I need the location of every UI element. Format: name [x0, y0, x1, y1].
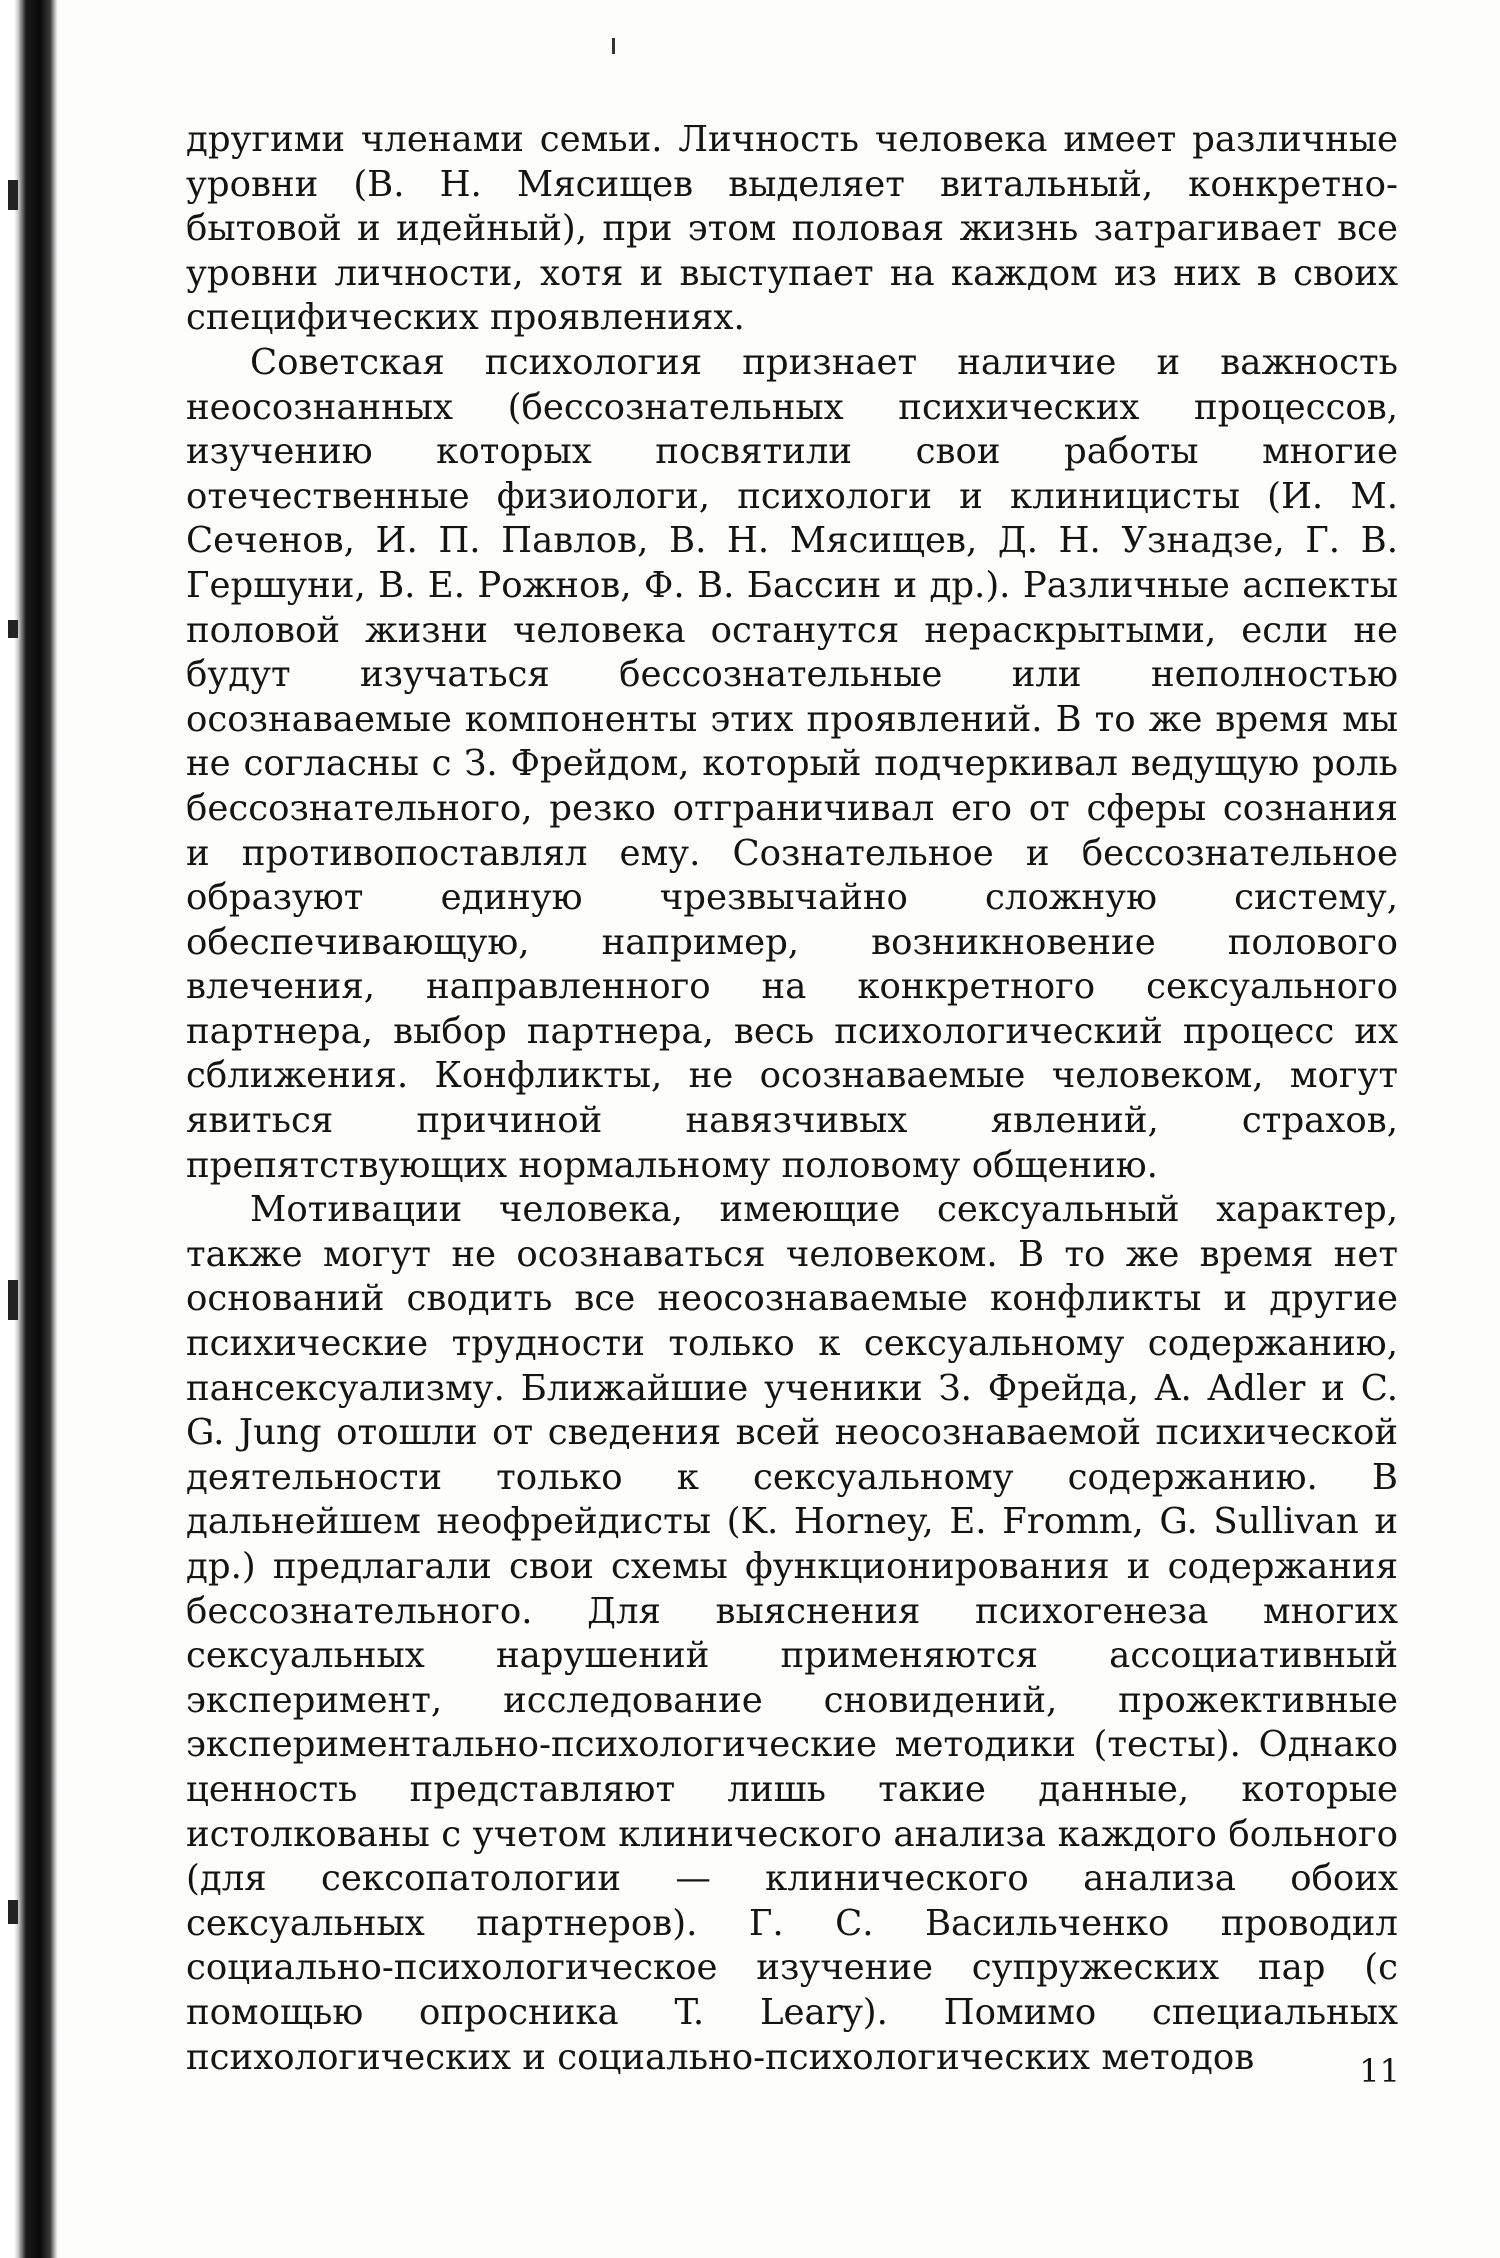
page-number: 11: [1359, 2052, 1400, 2090]
stray-mark: [612, 38, 615, 54]
paragraph: Советская психология признает наличие и важность неосознанных (бессознательных психических процессов, изучению которых посвятили свои работы многие отечественные физиологи, психологи и клиницисты (И. М. Сеченов, И. П. Павлов, В. Н. Мясищев, Д. Н. Узнадзе, Г. В. Гершуни, В. Е. Рожнов, Ф. В. Бассин и др.). Различные аспекты половой жизни человека останутся нераскрытыми, если не будут изучаться бессознательные или неполностью осознаваемые компоненты этих проявлений. В то же время мы не согласны с З. Фрейдом, который подчеркивал ведущую роль бессознательного, резко отграничивал его от сферы сознания и противопоставлял ему. Сознательное и бессознательное образуют единую чрезвычайно сложную систему, обеспечивающую, например, возникновение полового влечения, направленного на конкретного сексуального партнера, выбор партнера, весь психологический процесс их сближения. Конфликты, не осознаваемые человеком, могут явиться причиной навязчивых явлений, страхов, препятствующих нормальному половому общению.: [186, 341, 1398, 1186]
edge-speck: [8, 180, 18, 210]
edge-speck: [8, 620, 18, 638]
paragraph: Мотивации человека, имеющие сексуальный характер, также могут не осознаваться человеком. В то же время нет оснований сводить все неосознаваемые конфликты и другие психические трудности только к сексуальному содержанию, пансексуализму. Ближайшие ученики З. Фрейда, A. Adler и C. G. Jung отошли от сведения всей неосознаваемой психической деятельности только к сексуальному содержанию. В дальнейшем неофрейдисты (K. Horney, E. Fromm, G. Sullivan и др.) предлагали свои схемы функционирования и содержания бессознательного. Для выяснения психогенеза многих сексуальных нарушений применяются ассоциативный эксперимент, исследование сновидений, прожективные экспериментально-психологические методики (тесты). Однако ценность представляют лишь такие данные, которые истолкованы с учетом клинического анализа каждого больного (для сексопатологии — клинического анализа обоих сексуальных партнеров). Г. С. Васильченко проводил социально-психологическое изучение супружеских пар (с помощью опросника T. Leary). Помимо специальных психологических и социально-психологических методов: [186, 1189, 1398, 2078]
edge-speck: [8, 1280, 18, 1320]
body-text: [186, 118, 1398, 2080]
paragraph-continued: другими членами семьи. Личность человека имеет различные уровни (В. Н. Мясищев выделяет витальный, конкретно-бытовой и идейный), при этом половая жизнь затрагивает все уровни личности, хотя и выступает на каждом из них в своих специфических проявлениях.: [186, 119, 1398, 339]
edge-speck: [8, 1900, 18, 1924]
